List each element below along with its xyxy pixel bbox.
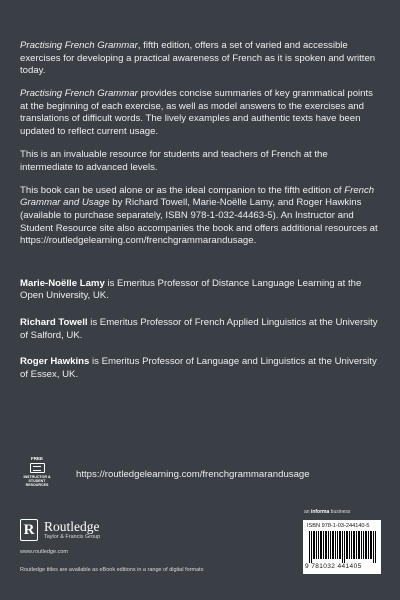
isbn-barcode [303, 520, 381, 574]
paragraph-text: by Richard Towell, Marie-Noëlle Lamy, and Roger Hawkins (available to purchase separately, ISBN 978-1-032-44463-5). An Instructor and Student Resource site also accompanies the book and offers additional resources at https://routledgelearning.com/frenchgrammarandusage. [20, 197, 378, 247]
description-paragraph-4 [20, 185, 382, 248]
author-bios [20, 278, 382, 382]
author-description: is Emeritus Professor of French Applied Linguistics at the University of Salford, UK. [20, 317, 378, 341]
author-name: Marie-Noëlle Lamy [20, 277, 105, 289]
publisher-group: Taylor & Francis Group [44, 533, 101, 540]
barcode-icon [309, 531, 377, 563]
screen-icon [30, 463, 45, 473]
author-bio [20, 317, 382, 342]
informa-tagline [304, 509, 350, 515]
author-bio [20, 278, 382, 303]
isbn-label: ISBN 978-1-03-244140-5 [307, 523, 370, 529]
resource-url-link[interactable]: https://routledgelearning.com/frenchgrammarandusage [76, 468, 310, 480]
publisher-text [44, 520, 100, 541]
ebook-footnote: Routledge titles are available as eBook editions in a range of digital formats [20, 567, 204, 573]
informa-suffix: business [329, 509, 351, 515]
barcode-digits: 9 781032 441405 [305, 563, 362, 570]
companion-title: French Grammar and Usage [20, 184, 375, 209]
author-description: is Emeritus Professor of Language and Linguistics at the University of Essex, UK. [20, 356, 377, 380]
resource-link-row [20, 456, 380, 492]
paragraph-text: , fifth edition, offers a set of varied and accessible exercises for developing a practical awareness of French as it is spoken and written today. [20, 40, 376, 77]
badge-label: INSTRUCTOR & STUDENT RESOURCES [23, 475, 51, 487]
informa-prefix: an [304, 509, 311, 515]
publisher-logo [20, 519, 100, 541]
publisher-name: Routledge [44, 518, 100, 534]
paragraph-text: provides concise summaries of key grammatical points at the beginning of each exercise, as well as model answers to the exercises and translations of difficult words. The lively examples and authentic texts have been updated to reflect current usage. [20, 88, 373, 138]
book-title: Practising French Grammar [20, 40, 138, 51]
description-paragraph-1 [20, 40, 382, 78]
description-paragraph-3: This is an invaluable resource for students and teachers of French at the intermediate to advanced levels. [20, 149, 328, 173]
free-resources-badge-icon [20, 456, 54, 492]
paragraph-text: This book can be used alone or as the ideal companion to the fifth edition of [20, 184, 345, 196]
book-title: Practising French Grammar [20, 88, 138, 100]
back-cover-text [20, 40, 382, 395]
description-paragraph-2 [20, 88, 382, 138]
routledge-r-logo-icon: R [20, 519, 38, 541]
author-bio [20, 356, 382, 381]
publisher-url[interactable]: www.routledge.com [20, 549, 68, 555]
author-name: Richard Towell [20, 317, 88, 328]
informa-brand: informa [310, 509, 330, 515]
author-name: Roger Hawkins [20, 356, 90, 368]
badge-free-label: FREE [30, 456, 43, 461]
author-description: is Emeritus Professor of Distance Language Learning at the Open University, UK. [20, 277, 362, 302]
